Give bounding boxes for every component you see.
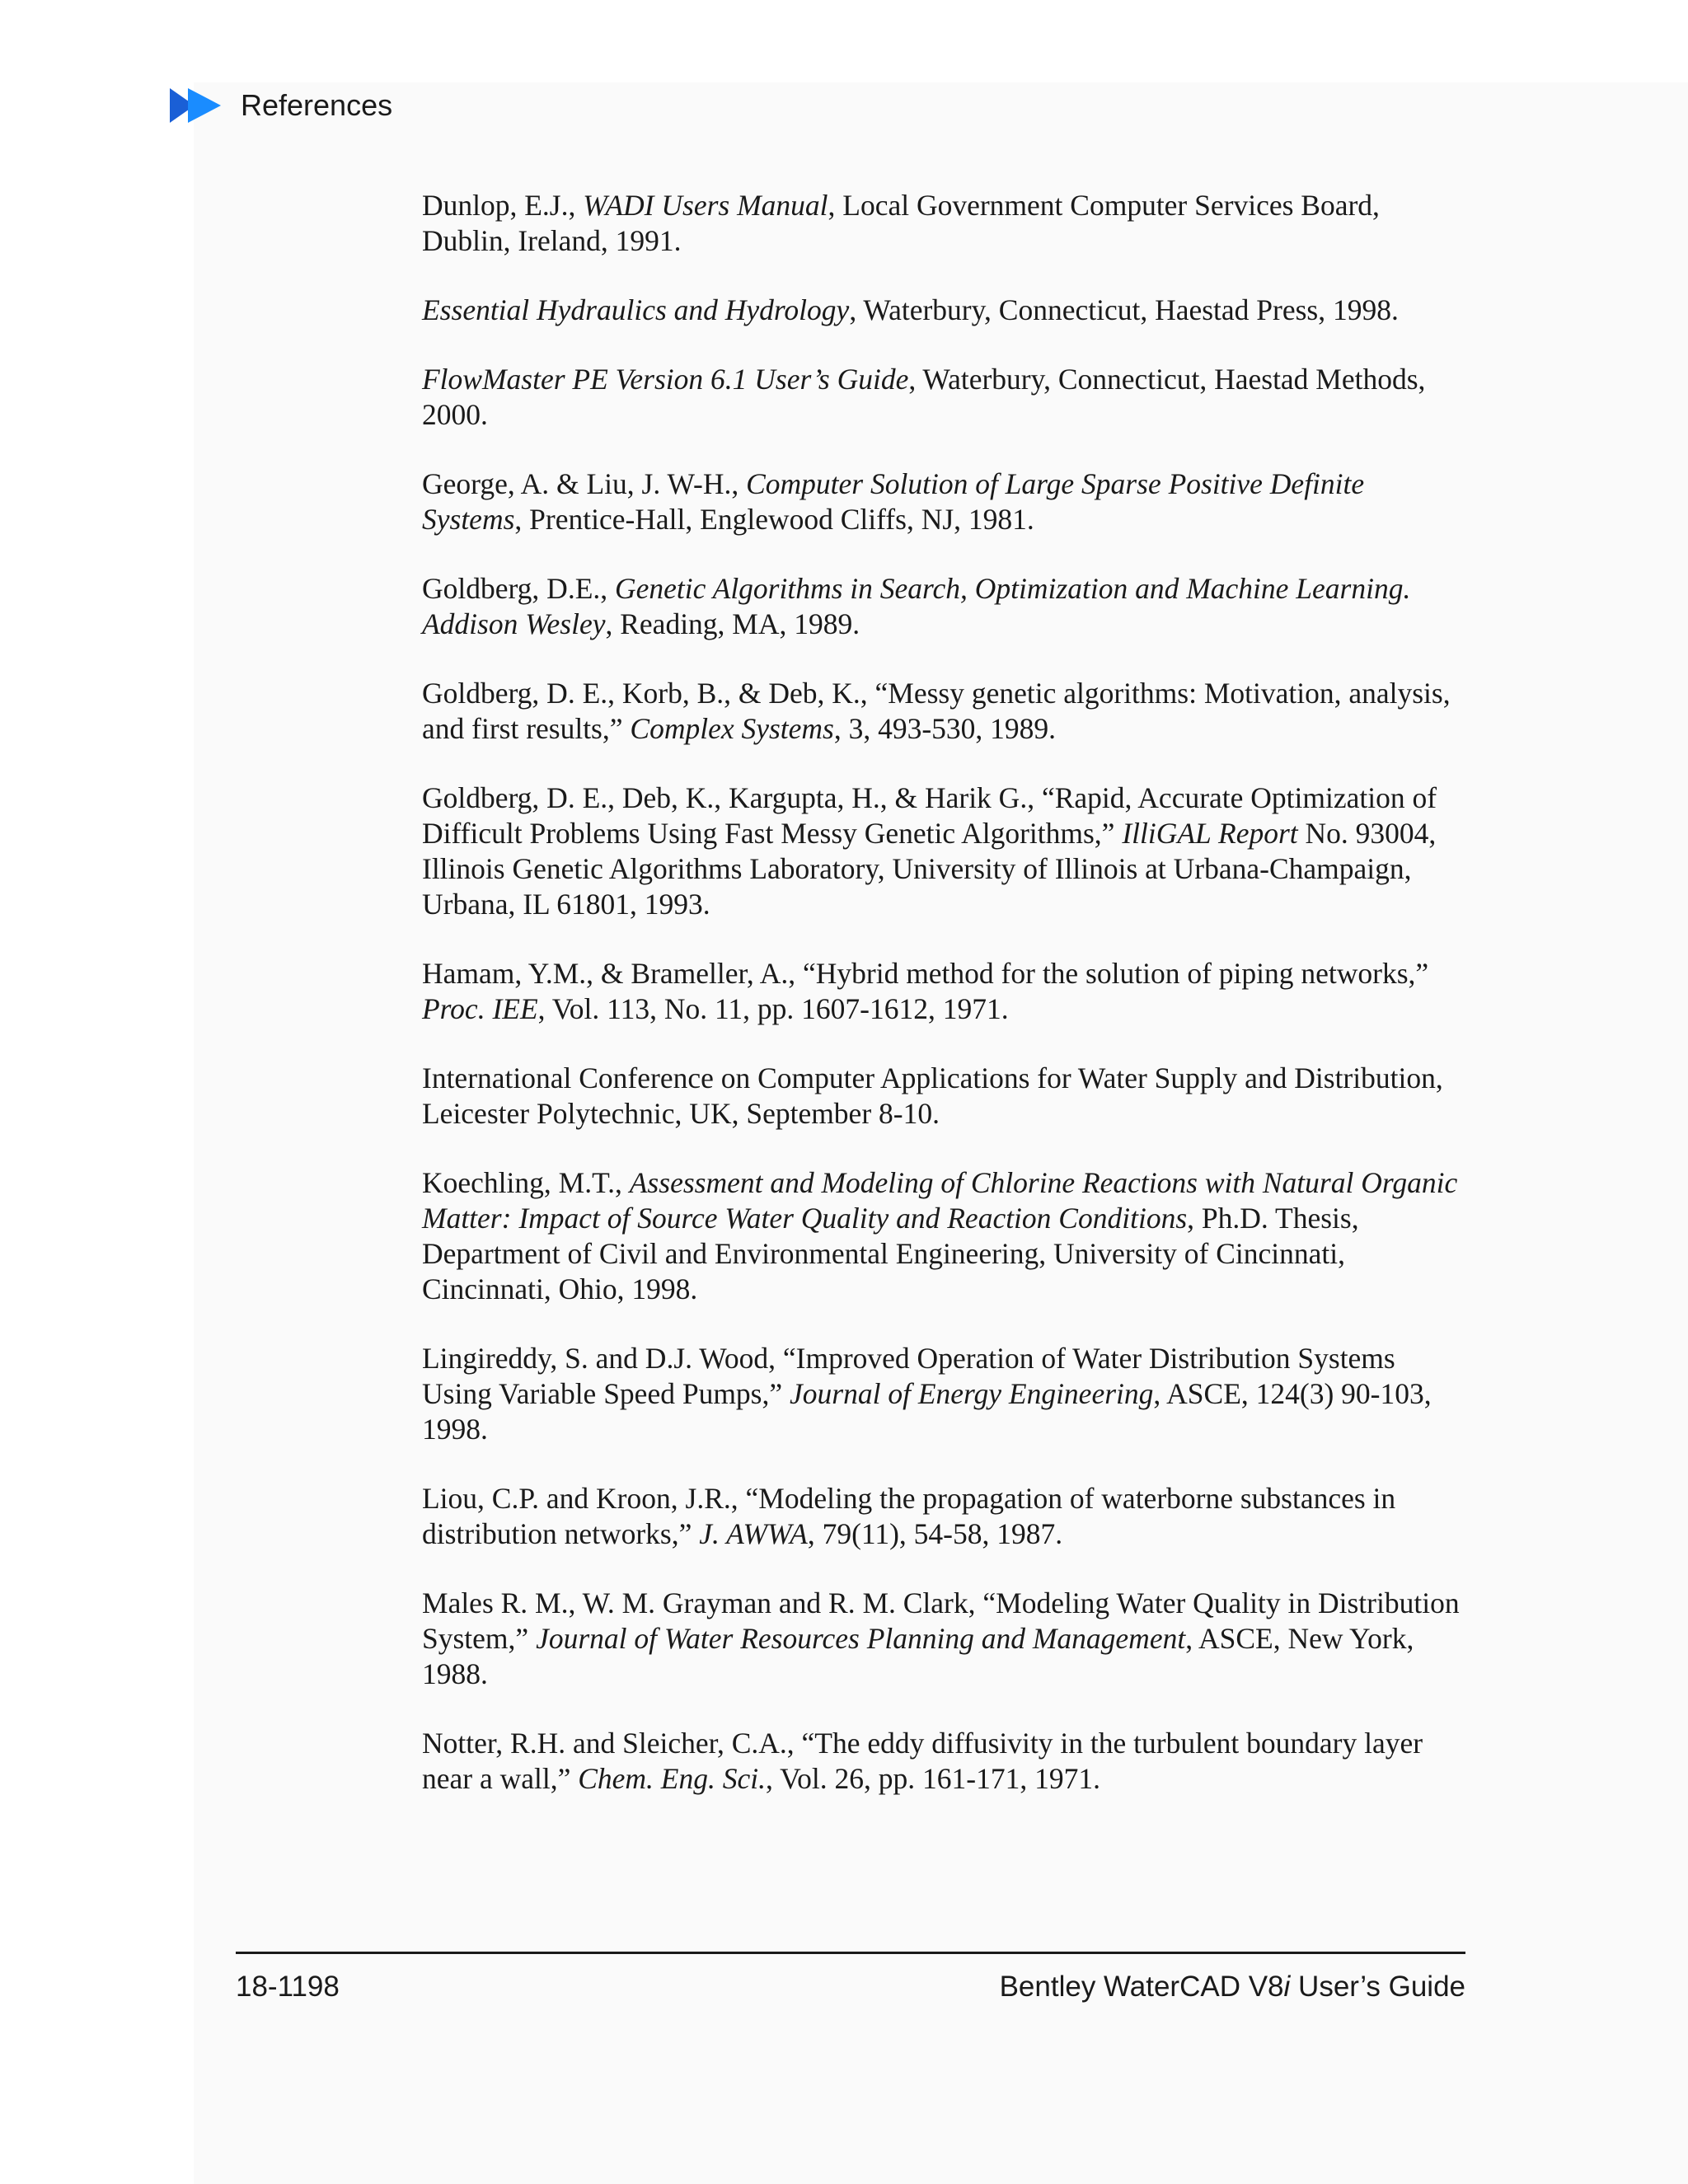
reference-title: FlowMaster PE Version 6.1 User’s Guide [422,363,909,396]
reference-entry [422,362,1467,433]
reference-text: , Waterbury, Connecticut, Haestad Press, 1998. [849,293,1399,326]
reference-title: Proc. IEE [422,992,538,1025]
reference-title: Assessment and Modeling of Chlorine Reactions with Natural Organic Matter: Impact of Source Water Quality and Reaction Conditions [422,1166,1458,1235]
reference-text: , ASCE, 124(3) 90-103, 1998. [422,1377,1432,1446]
reference-title: Journal of Water Resources Planning and Management [536,1622,1186,1655]
reference-entry [422,1061,1467,1132]
reference-entry [422,293,1467,328]
reference-entry [422,1481,1467,1552]
reference-text: Lingireddy, S. and D.J. Wood, “Improved Operation of Water Distribution Systems Using Variable Speed Pumps,” [422,1342,1395,1410]
reference-title: IlliGAL Report [1122,817,1298,850]
reference-title: Computer Solution of Large Sparse Positive Definite Systems [422,467,1365,536]
reference-title: Genetic Algorithms in Search, Optimization and Machine Learning. Addison Wesley [422,572,1411,640]
reference-title: WADI Users Manual [583,189,828,222]
reference-entry [422,676,1467,747]
guide-title-prefix: Bentley WaterCAD V8 [999,1971,1284,2003]
reference-text: Koechling, M.T., [422,1166,630,1199]
reference-text: Hamam, Y.M., & Brameller, A., “Hybrid method for the solution of piping networks,” [422,957,1429,990]
page-number: 18-1198 [236,1971,340,2003]
double-chevron-right-icon [170,88,223,123]
reference-entry [422,1586,1467,1692]
reference-list [422,188,1467,1830]
reference-title: Chem. Eng. Sci. [578,1762,766,1795]
reference-text: , 79(11), 54-58, 1987. [807,1517,1063,1550]
reference-title: J. AWWA [699,1517,808,1550]
reference-text: , ASCE, New York, 1988. [422,1622,1414,1690]
reference-text: , Waterbury, Connecticut, Haestad Methods, 2000. [422,363,1426,431]
reference-text: , 3, 493-530, 1989. [833,712,1057,745]
guide-title [1000,1971,1465,2004]
reference-title: Complex Systems [630,712,834,745]
reference-text: , Prentice-Hall, Englewood Cliffs, NJ, 1981. [514,503,1034,536]
reference-text: Goldberg, D. E., Korb, B., & Deb, K., “Messy genetic algorithms: Motivation, analysis, and first results,” [422,677,1451,745]
reference-text: International Conference on Computer Applications for Water Supply and Distribution, Leicester Polytechnic, UK, September 8-10. [422,1062,1443,1130]
reference-title: Journal of Energy Engineering [790,1377,1154,1410]
reference-entry [422,956,1467,1027]
reference-entry [422,1165,1467,1307]
footer-divider [236,1952,1465,1954]
reference-text: , Reading, MA, 1989. [605,607,860,640]
reference-text: , Ph.D. Thesis, Department of Civil and Environmental Engineering, University of Cincinnati, Cincinnati, Ohio, 1998. [422,1202,1359,1305]
reference-text: Goldberg, D. E., Deb, K., Kargupta, H., & Harik G., “Rapid, Accurate Optimization of Difficult Problems Using Fast Messy Genetic Algorithms,” [422,781,1437,850]
reference-text: , Vol. 113, No. 11, pp. 1607-1612, 1971. [537,992,1009,1025]
section-title: References [241,88,393,122]
reference-entry [422,466,1467,537]
reference-text: George, A. & Liu, J. W-H., [422,467,747,500]
page-header [170,86,392,125]
guide-title-italic: i [1283,1971,1291,2003]
reference-text: , Vol. 26, pp. 161-171, 1971. [765,1762,1100,1795]
reference-entry [422,1726,1467,1797]
reference-entry [422,780,1467,922]
reference-text: No. 93004, Illinois Genetic Algorithms Laboratory, University of Illinois at Urbana-Champaign, Urbana, IL 61801, 1993. [422,817,1437,921]
reference-text: Goldberg, D.E., [422,572,616,605]
reference-text: Males R. M., W. M. Grayman and R. M. Clark, “Modeling Water Quality in Distribution System,” [422,1586,1460,1655]
reference-entry [422,571,1467,642]
guide-title-suffix: User’s Guide [1290,1971,1465,2003]
reference-text: Dunlop, E.J., [422,189,584,222]
reference-entry [422,188,1467,259]
reference-text: Notter, R.H. and Sleicher, C.A., “The eddy diffusivity in the turbulent boundary layer near a wall,” [422,1727,1423,1795]
reference-text: Liou, C.P. and Kroon, J.R., “Modeling the propagation of waterborne substances in distribution networks,” [422,1482,1396,1550]
reference-entry [422,1341,1467,1447]
reference-title: Essential Hydraulics and Hydrology [422,293,850,326]
reference-text: , Local Government Computer Services Board, Dublin, Ireland, 1991. [422,189,1380,257]
